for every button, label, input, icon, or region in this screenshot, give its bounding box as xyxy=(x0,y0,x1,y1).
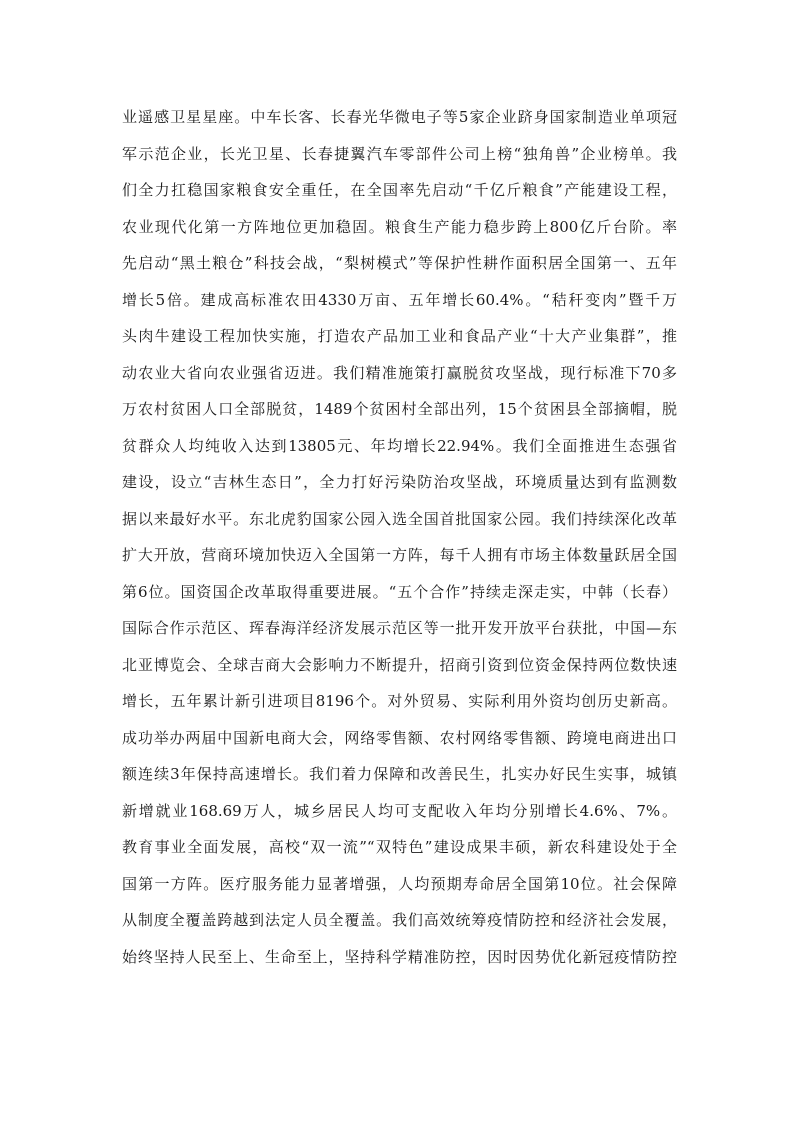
text-line: 从制度全覆盖跨越到法定人员全覆盖。我们高效统筹疫情防控和经济社会发展， xyxy=(122,911,677,929)
text-line: 扩大开放，营商环境加快迈入全国第一方阵，每千人拥有市场主体数量跃居全国 xyxy=(122,546,677,564)
text-line: 建设，设立“吉林生态日”，全力打好污染防治攻坚战，环境质量达到有监测数 xyxy=(122,473,677,491)
text-line: 国第一方阵。医疗服务能力显著增强，人均预期寿命居全国第10位。社会保障 xyxy=(122,874,677,893)
text-line: 新增就业168.69万人，城乡居民人均可支配收入年均分别增长4.6%、7%。 xyxy=(122,801,677,820)
text-line: 们全力扛稳国家粮食安全重任，在全国率先启动“千亿斤粮食”产能建设工程， xyxy=(122,181,677,199)
text-line: 北亚博览会、全球吉商大会影响力不断提升，招商引资到位资金保持两位数快速 xyxy=(122,655,677,674)
text-line: 成功举办两届中国新电商大会，网络零售额、农村网络零售额、跨境电商进出口 xyxy=(122,728,677,747)
text-line: 军示范企业，长光卫星、长春捷翼汽车零部件公司上榜“独角兽”企业榜单。我 xyxy=(122,144,677,163)
text-line: 先启动“黑土粮仓”科技会战，“梨树模式”等保护性耕作面积居全国第一、五年 xyxy=(122,254,677,272)
text-line: 农业现代化第一方阵地位更加稳固。粮食生产能力稳步跨上800亿斤台阶。率 xyxy=(122,217,677,236)
text-line: 额连续3年保持高速增长。我们着力保障和改善民生，扎实办好民生实事，城镇 xyxy=(122,765,677,783)
text-line: 万农村贫困人口全部脱贫，1489个贫困村全部出列，15个贫困县全部摘帽，脱 xyxy=(122,400,677,418)
text-line: 增长5倍。建成高标准农田4330万亩、五年增长60.4%。“秸秆变肉”暨千万 xyxy=(122,290,677,309)
text-line: 增长，五年累计新引进项目8196个。对外贸易、实际利用外资均创历史新高。 xyxy=(122,692,677,710)
text-line: 始终坚持人民至上、生命至上，坚持科学精准防控，因时因势优化新冠疫情防控 xyxy=(122,947,677,966)
text-line: 头肉牛建设工程加快实施，打造农产品加工业和食品产业“十大产业集群”，推 xyxy=(122,327,677,345)
text-line: 教育事业全面发展，高校“双一流”“双特色”建设成果丰硕，新农科建设处于全 xyxy=(122,838,677,856)
text-line: 国际合作示范区、珲春海洋经济发展示范区等一批开发开放平台获批，中国—东 xyxy=(122,619,677,637)
text-line: 贫群众人均纯收入达到13805元、年均增长22.94%。我们全面推进生态强省 xyxy=(122,436,677,455)
text-line: 业遥感卫星星座。中车长客、长春光华微电子等5家企业跻身国家制造业单项冠 xyxy=(122,108,677,126)
body-paragraph xyxy=(122,99,677,975)
text-line: 据以来最好水平。东北虎豹国家公园入选全国首批国家公园。我们持续深化改革 xyxy=(122,509,677,528)
text-line: 第6位。国资国企改革取得重要进展。“五个合作”持续走深走实，中韩（长春） xyxy=(122,582,677,601)
text-line: 动农业大省向农业强省迈进。我们精准施策打赢脱贫攻坚战，现行标准下70多 xyxy=(122,363,677,382)
